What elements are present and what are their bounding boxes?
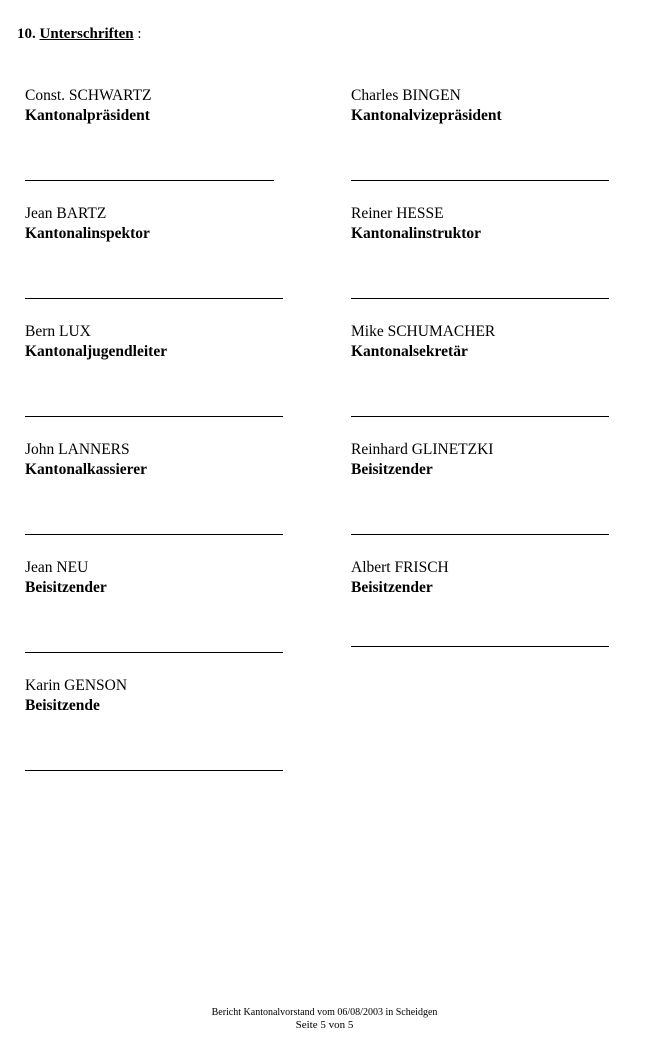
page-current: 5 [320,1019,326,1031]
signatory-role: Beisitzender [351,461,433,478]
signatory-name: Jean NEU [25,559,89,576]
signature-block-secretary [351,322,495,362]
signatory-name: John LANNERS [25,441,130,458]
signatory-name: Albert FRISCH [351,559,449,576]
signature-block-vice-president [351,86,502,126]
signature-line [25,770,283,771]
signature-line [351,646,609,647]
signatory-role: Kantonalvizepräsident [351,107,502,124]
section-title: Unterschriften [39,26,134,42]
footer-report-title: Bericht Kantonalvorstand vom 06/08/2003 in Scheidgen [211,1007,438,1018]
signatory-role: Kantonalinstruktor [351,225,482,242]
signature-block-assessor-genson [25,676,127,716]
signature-line [25,416,283,417]
signatory-name: Charles BINGEN [351,87,461,104]
signatory-role: Kantonalpräsident [25,107,150,124]
signatory-name: Karin GENSON [25,677,128,694]
signatory-role: Beisitzender [25,579,107,596]
signature-block-assessor-frisch [351,558,449,598]
signature-line [25,534,283,535]
signature-line [351,180,609,181]
signatory-name: Const. SCHWARTZ [25,87,152,104]
signature-line [351,298,609,299]
signature-line [351,534,609,535]
signature-line [25,652,283,653]
signature-block-instructor [351,204,481,244]
signature-block-inspector [25,204,150,244]
page-total: 5 [347,1019,354,1031]
signature-line [25,298,283,299]
signature-block-youth-leader [25,322,167,362]
signature-block-assessor-glinetzki [351,440,493,480]
signatory-role: Kantonalkassierer [25,461,147,478]
signature-block-president [25,86,152,126]
signature-line [351,416,609,417]
page-separator: von [328,1019,346,1031]
signatory-name: Reinhard GLINETZKI [351,441,494,458]
signatory-role: Kantonaljugendleiter [25,343,168,360]
signature-block-assessor-neu [25,558,107,598]
signatory-name: Reiner HESSE [351,205,444,222]
page-footer [0,1006,649,1032]
signature-block-treasurer [25,440,147,480]
section-number: 10. [17,26,36,42]
signatory-role: Kantonalinspektor [25,225,150,242]
section-suffix: : [133,26,142,42]
signatory-name: Bern LUX [25,323,91,340]
signatory-role: Beisitzender [351,579,433,596]
signatory-role: Beisitzende [25,697,100,714]
signatory-name: Mike SCHUMACHER [351,323,496,340]
signature-line [25,180,274,181]
section-heading [17,26,142,43]
page-prefix: Seite [295,1019,318,1031]
page-number [0,1019,649,1032]
signatory-name: Jean BARTZ [25,205,107,222]
signatory-role: Kantonalsekretär [351,343,468,360]
